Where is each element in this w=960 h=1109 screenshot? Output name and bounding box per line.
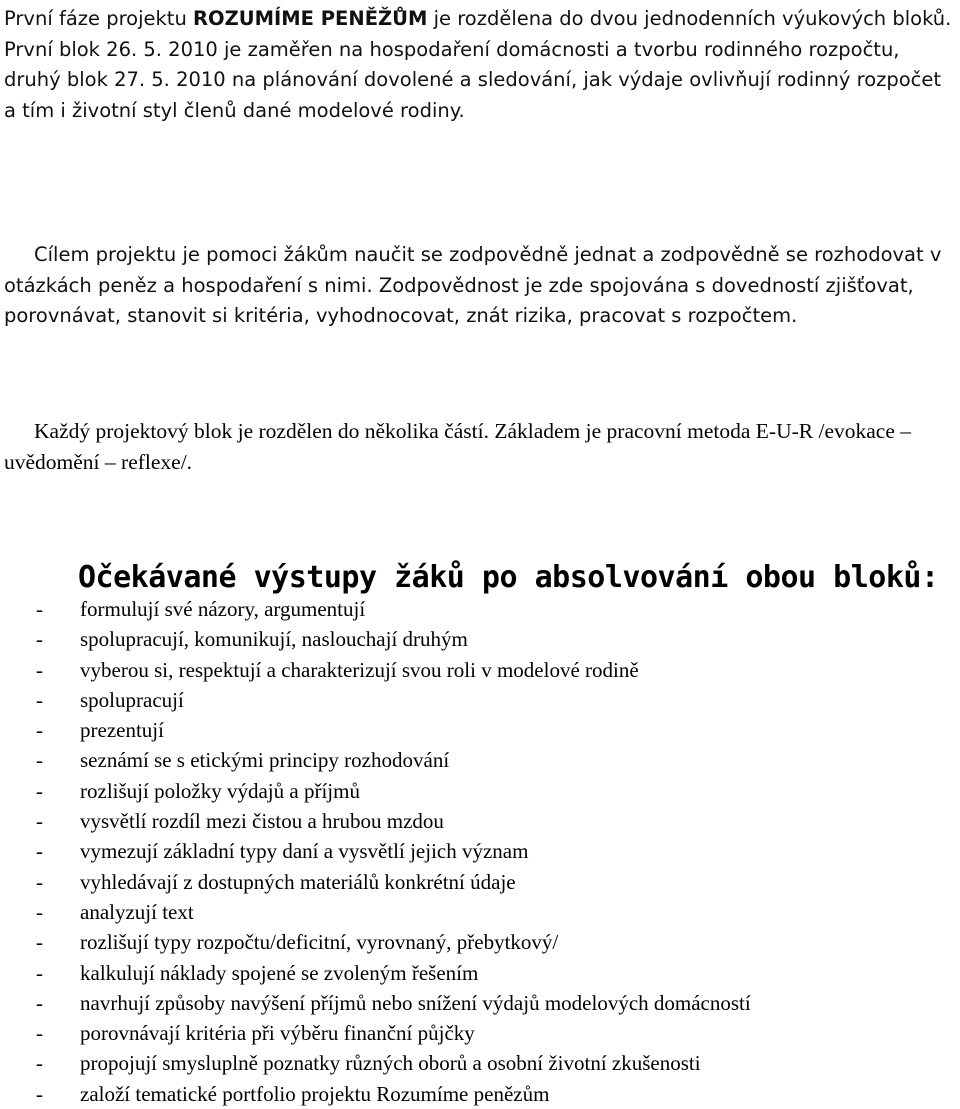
list-item xyxy=(0,867,751,897)
list-bullet: - xyxy=(36,899,43,924)
intro-paragraph xyxy=(4,4,959,126)
goal-text: Cílem projektu je pomoci žákům naučit se zodpovědně jednat a zodpovědně se rozhodovat v otázkách peněz a hospodaření s nimi. Zodpovědnost je zde spojována s dovedností zjišťovat, porovnávat, stanovit si kritéria, vyhodnocovat, znát rizika, pracovat s rozpočtem. xyxy=(4,243,942,327)
list-bullet: - xyxy=(36,930,43,955)
list-item-text: seznámí se s etickými principy rozhodování xyxy=(80,748,450,773)
list-bullet: - xyxy=(36,1021,43,1046)
list-item-text: spolupracují xyxy=(80,687,184,712)
list-item-text: rozlišují typy rozpočtu/deficitní, vyrovnaný, přebytkový/ xyxy=(80,930,559,955)
project-name: ROZUMÍME PENĚŽŮM xyxy=(193,7,428,30)
list-bullet: - xyxy=(36,869,43,894)
list-item-text: prezentují xyxy=(80,718,164,743)
list-item-text: formulují své názory, argumentují xyxy=(80,597,366,621)
goal-paragraph xyxy=(4,240,959,332)
list-item xyxy=(0,988,751,1018)
list-item-text: navrhují způsoby navýšení příjmů nebo snížení výdajů modelových domácností xyxy=(80,990,751,1015)
list-item xyxy=(0,745,751,775)
list-bullet: - xyxy=(36,657,43,682)
list-item-text: kalkulují náklady spojené se zvoleným řešením xyxy=(80,960,479,985)
list-bullet: - xyxy=(36,1051,43,1076)
list-item xyxy=(0,1048,751,1078)
list-bullet: - xyxy=(36,839,43,864)
list-item xyxy=(0,685,751,715)
outcomes-heading: Očekávané výstupy žáků po absolvování obou bloků: xyxy=(78,560,939,595)
list-item xyxy=(0,624,751,654)
outcomes-list xyxy=(0,594,751,1109)
list-item xyxy=(0,897,751,927)
method-text: Každý projektový blok je rozdělen do několika částí. Základem je pracovní metoda E-U-R /evokace – uvědomění – reflexe/. xyxy=(4,419,912,474)
list-item xyxy=(0,1079,751,1109)
list-bullet: - xyxy=(36,960,43,985)
list-item xyxy=(0,806,751,836)
list-item xyxy=(0,655,751,685)
list-bullet: - xyxy=(36,718,43,743)
list-item-text: vyberou si, respektují a charakterizují svou roli v modelové rodině xyxy=(80,657,639,682)
list-item-text: vysvětlí rozdíl mezi čistou a hrubou mzdou xyxy=(80,809,444,834)
list-item-text: spolupracují, komunikují, naslouchají druhým xyxy=(80,627,468,652)
list-item-text: analyzují text xyxy=(80,899,194,924)
list-bullet: - xyxy=(36,687,43,712)
list-item-text: založí tematické portfolio projektu Rozumíme penězům xyxy=(80,1081,550,1106)
list-bullet: - xyxy=(36,990,43,1015)
method-paragraph xyxy=(4,416,959,478)
list-bullet: - xyxy=(36,597,43,621)
list-item xyxy=(0,958,751,988)
intro-text-after: je rozdělena do dvou jednodenních výukových bloků. První blok 26. 5. 2010 je zaměřen na hospodaření domácnosti a tvorbu rodinného rozpočtu, druhý blok 27. 5. 2010 na plánování dovolené a sledování, jak výdaje ovlivňují rodinný rozpočet a tím i životní styl členů dané modelové rodiny. xyxy=(4,7,952,122)
intro-text-before: První fáze projektu xyxy=(4,7,194,30)
list-item xyxy=(0,715,751,745)
list-item-text: vymezují základní typy daní a vysvětlí jejich význam xyxy=(80,839,529,864)
list-item xyxy=(0,594,751,624)
list-item xyxy=(0,927,751,957)
list-item xyxy=(0,836,751,866)
list-item-text: vyhledávají z dostupných materiálů konkrétní údaje xyxy=(80,869,516,894)
list-bullet: - xyxy=(36,627,43,652)
list-item-text: propojují smysluplně poznatky různých oborů a osobní životní zkušenosti xyxy=(80,1051,701,1076)
list-bullet: - xyxy=(36,748,43,773)
list-item-text: rozlišují položky výdajů a příjmů xyxy=(80,778,360,803)
list-bullet: - xyxy=(36,778,43,803)
list-bullet: - xyxy=(36,1081,43,1106)
list-item xyxy=(0,1018,751,1048)
list-item xyxy=(0,776,751,806)
list-item-text: porovnávají kritéria při výběru finanční půjčky xyxy=(80,1021,475,1046)
list-bullet: - xyxy=(36,809,43,834)
